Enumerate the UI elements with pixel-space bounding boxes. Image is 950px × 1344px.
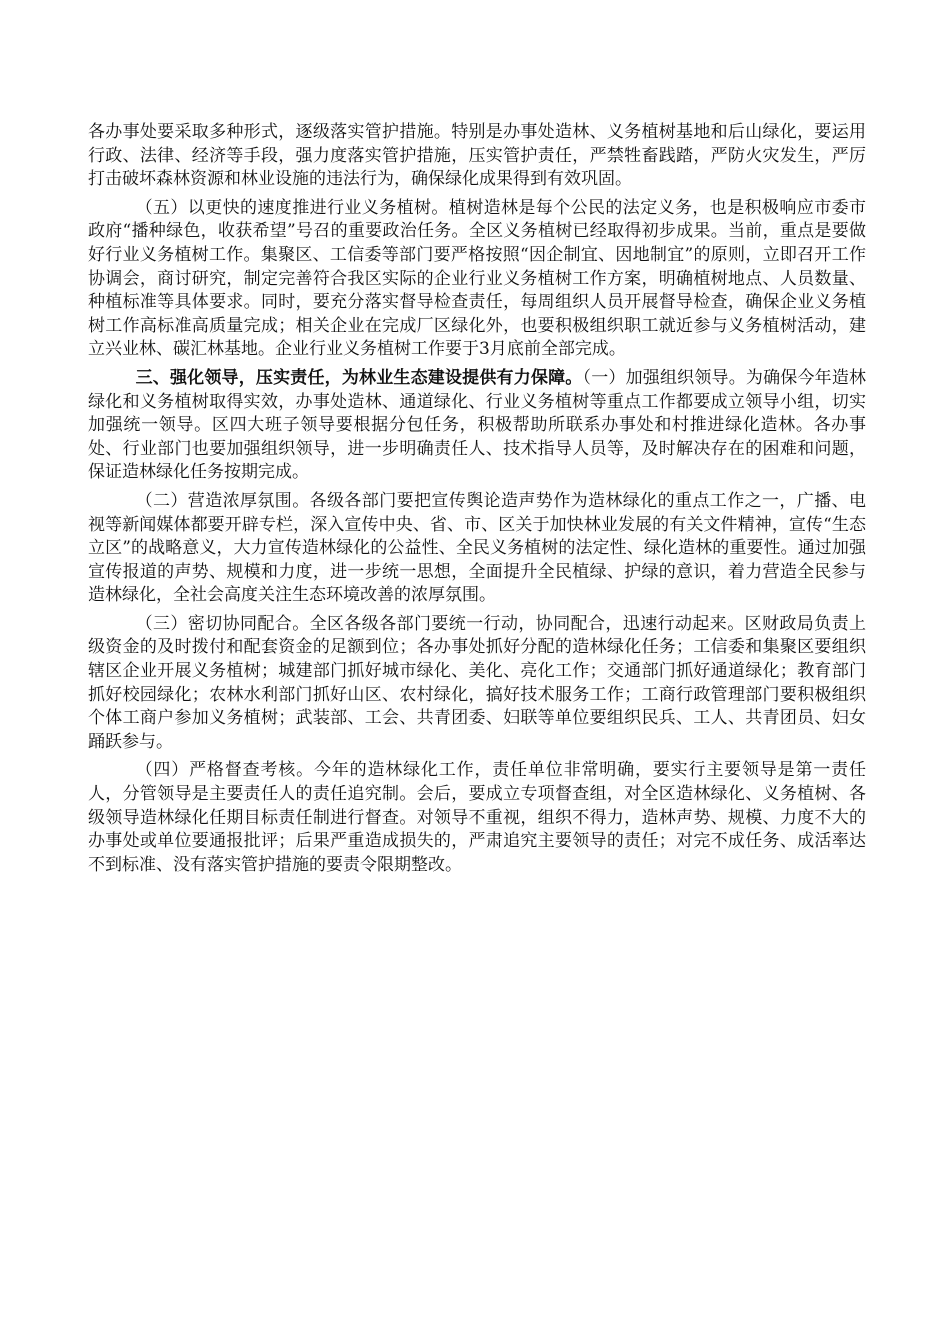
paragraph-section-3: [88, 367, 866, 485]
paragraph-text: 各办事处要采取多种形式，逐级落实管护措施。特别是办事处造林、义务植树基地和后山绿化，要运用行政、法律、经济等手段，强力度落实管护措施，压实管护责任，严禁牲畜践踏，严防火灾发生，严厉打击破坏森林资源和林业设施的违法行为，确保绿化成果得到有效巩固。: [88, 122, 866, 190]
paragraph-item-5: [88, 197, 866, 362]
paragraph-continuation: [88, 121, 866, 192]
paragraph-item-4: [88, 759, 866, 877]
paragraph-text: （四）严格督查考核。今年的造林绿化工作，责任单位非常明确，要实行主要领导是第一责任人，分管领导是主要责任人的责任追究制。会后，要成立专项督查组，对全区造林绿化、义务植树、各级领导造林绿化任期目标责任制进行督查。对领导不重视，组织不得力，造林声势、规模、力度不大的办事处或单位要通报批评；后果严重造成损失的，严肃追究主要领导的责任；对完不成任务、成活率达不到标准、没有落实管护措施的要责令限期整改。: [88, 760, 866, 875]
paragraph-text: （一）加强组织领导。为确保今年造林绿化和义务植树取得实效，办事处造林、通道绿化、行业义务植树等重点工作都要成立领导小组，切实加强统一领导。区四大班子领导要根据分包任务，积极帮助所联系办事处和村推进绿化造林。各办事处、行业部门也要加强组织领导，进一步明确责任人、技术指导人员等，及时解决存在的困难和问题，保证造林绿化任务按期完成。: [88, 367, 867, 483]
paragraph-text: （三）密切协同配合。全区各级各部门要统一行动，协同配合，迅速行动起来。区财政局负责上级资金的及时拨付和配套资金的足额到位；各办事处抓好分配的造林绿化任务；工信委和集聚区要组织辖区企业开展义务植树；城建部门抓好城市绿化、美化、亮化工作；交通部门抓好通道绿化；教育部门抓好校园绿化；农林水利部门抓好山区、农村绿化，搞好技术服务工作；工商行政管理部门要积极组织个体工商户参加义务植树；武装部、工会、共青团委、妇联等单位要组织民兵、工人、共青团员、妇女踊跃参与。: [88, 613, 866, 752]
paragraph-text: （五）以更快的速度推进行业义务植树。植树造林是每个公民的法定义务，也是积极响应市委市政府“播种绿色，收获希望”号召的重要政治任务。全区义务植树已经取得初步成果。当前，重点是要做好行业义务植树工作。集聚区、工信委等部门要严格按照“因企制宜、因地制宜”的原则，立即召开工作协调会，商讨研究，制定完善符合我区实际的企业行业义务植树工作方案，明确植树地点、人员数量、种植标准等具体要求。同时，要充分落实督导检查责任，每周组织人员开展督导检查，确保企业义务植树工作高标准高质量完成；相关企业在完成厂区绿化外，也要积极组织职工就近参与义务植树活动，建立兴业林、碳汇林基地。企业行业义务植树工作要于3月底前全部完成。: [88, 197, 866, 360]
paragraph-text: （二）营造浓厚氛围。各级各部门要把宣传舆论造声势作为造林绿化的重点工作之一，广播、电视等新闻媒体都要开辟专栏，深入宣传中央、省、市、区关于加快林业发展的有关文件精神，宣传“生态立区”的战略意义，大力宣传造林绿化的公益性、全民义务植树的法定性、绿化造林的重要性。通过加强宣传报道的声势、规模和力度，进一步统一思想，全面提升全民植绿、护绿的意识，着力营造全民参与造林绿化，全社会高度关注生态环境改善的浓厚氛围。: [88, 490, 866, 606]
paragraph-item-3: [88, 613, 866, 755]
document-page: [88, 121, 866, 882]
paragraph-item-2: [88, 490, 866, 608]
section-heading: 三、强化领导，压实责任，为林业生态建设提供有力保障。: [135, 367, 583, 388]
